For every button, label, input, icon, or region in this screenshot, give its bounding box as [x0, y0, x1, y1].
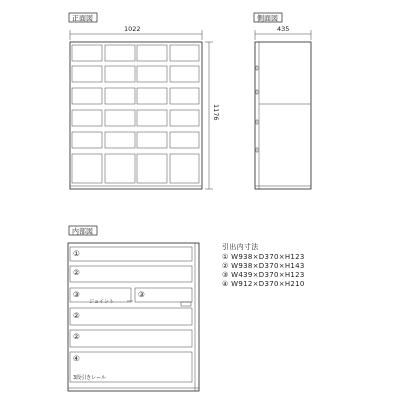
interior-drawer-5-mark: ②: [73, 332, 80, 341]
front-drawer-r5-c2: [105, 132, 135, 148]
rail-label: 3段引きレール: [73, 375, 107, 381]
interior-drawer-2-mark: ②: [73, 268, 80, 277]
joint-label: ジョイント: [89, 299, 114, 305]
front-drawer-r4-c1: [72, 110, 102, 126]
front-drawer-r1-c2: [105, 45, 135, 61]
interior-view-label: 内部図: [72, 227, 93, 236]
front-drawer-r4-c2: [105, 110, 135, 126]
side-handle-2: [256, 90, 258, 94]
side-cabinet-outline: [255, 42, 311, 189]
interior-drawer-5: [70, 330, 192, 347]
front-drawer-r3-c3: [137, 88, 167, 104]
front-drawer-r3-c2: [105, 88, 135, 104]
front-height-dimension: 1176: [212, 104, 220, 121]
front-drawer-r1-c4: [170, 45, 199, 61]
side-view: [254, 13, 311, 189]
front-drawer-r5-c4: [170, 132, 199, 148]
interior-drawer-3-left-mark: ③: [73, 290, 80, 299]
front-drawer-r6-c4: [170, 154, 199, 183]
front-drawer-r1-c1: [72, 45, 102, 61]
interior-drawer-1-mark: ①: [73, 249, 80, 258]
spec-line-3: ③ W439×D370×H123: [222, 271, 305, 279]
front-drawer-r5-c1: [72, 132, 102, 148]
interior-cabinet-outline: [68, 243, 199, 391]
spec-line-2: ② W938×D370×H143: [222, 262, 305, 270]
front-width-dimension: 1022: [124, 25, 141, 33]
interior-drawer-4-mark: ②: [73, 311, 80, 320]
side-handle-1: [256, 66, 258, 70]
front-drawer-r3-c1: [72, 88, 102, 104]
front-drawer-r3-c4: [170, 88, 199, 104]
spec-title: 引出内寸法: [222, 243, 259, 251]
front-drawer-r5-c3: [137, 132, 167, 148]
front-drawer-r2-c2: [105, 66, 135, 82]
front-drawer-r4-c4: [170, 110, 199, 126]
front-drawer-grid: [72, 45, 199, 183]
side-handle-3: [256, 120, 258, 124]
front-cabinet-outline: [70, 42, 202, 189]
front-drawer-r1-c3: [137, 45, 167, 61]
interior-joint-part: [181, 302, 191, 306]
side-handle-4: [256, 148, 258, 152]
interior-drawer-6-mark: ④: [73, 354, 80, 363]
interior-drawer-2: [70, 266, 192, 282]
front-drawer-r6-c3: [137, 154, 167, 183]
side-view-label: 側面図: [257, 14, 278, 23]
spec-line-1: ① W938×D370×H123: [222, 253, 305, 261]
front-drawer-r2-c3: [137, 66, 167, 82]
drawer-spec-list: [222, 242, 305, 288]
front-view: [69, 13, 220, 189]
front-drawer-r6-c2: [105, 154, 135, 183]
front-view-label: 正面図: [72, 14, 93, 23]
interior-drawer-3-right-mark: ③: [138, 290, 145, 299]
front-drawer-r2-c4: [170, 66, 199, 82]
side-depth-dimension: 435: [277, 25, 290, 33]
interior-drawer-1: [70, 247, 192, 261]
front-drawer-r6-c1: [72, 154, 102, 183]
interior-drawer-4: [70, 308, 192, 325]
interior-view: [68, 226, 199, 391]
spec-line-4: ④ W912×D370×H210: [222, 280, 305, 288]
front-drawer-r4-c3: [137, 110, 167, 126]
front-drawer-r2-c1: [72, 66, 102, 82]
